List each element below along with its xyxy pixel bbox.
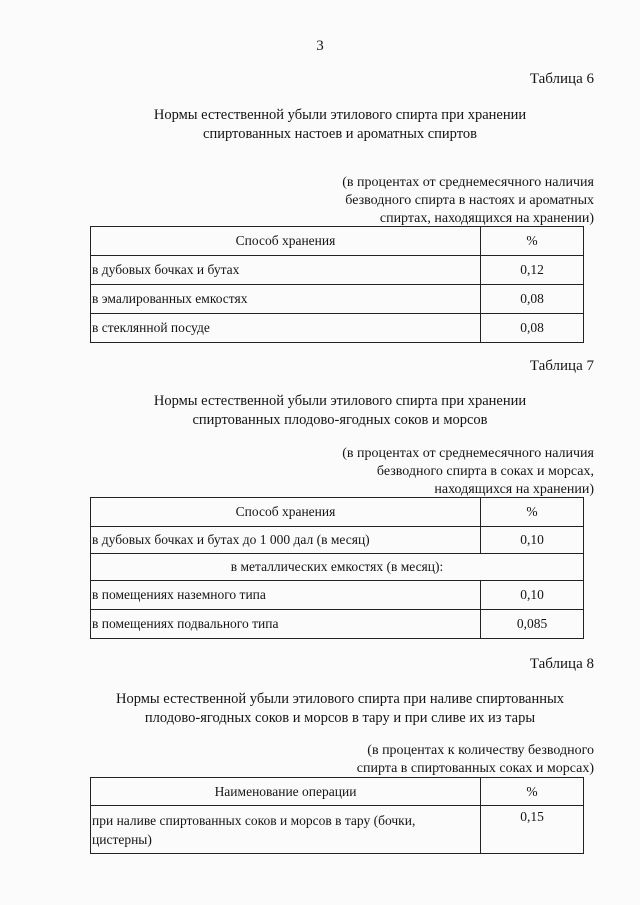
row-value: 0,15 bbox=[481, 806, 584, 854]
table-row bbox=[91, 581, 584, 610]
table-row bbox=[91, 527, 584, 554]
row-name: в помещениях подвального типа bbox=[91, 610, 481, 639]
table7 bbox=[90, 497, 584, 639]
table6 bbox=[90, 226, 584, 343]
table-header-row bbox=[91, 778, 584, 806]
row-value: 0,085 bbox=[481, 610, 584, 639]
row-value: 0,08 bbox=[481, 314, 584, 343]
row-name: в помещениях наземного типа bbox=[91, 581, 481, 610]
row-name bbox=[91, 806, 481, 854]
table-row bbox=[91, 285, 584, 314]
table6-title-line2: спиртованных настоев и ароматных спиртов bbox=[203, 126, 477, 142]
table-subheader-row bbox=[91, 554, 584, 581]
table6-label: Таблица 6 bbox=[529, 71, 594, 87]
table8-title bbox=[60, 690, 620, 728]
table7-note bbox=[342, 445, 594, 499]
row-name: в дубовых бочках и бутах до 1 000 дал (в месяц) bbox=[91, 527, 481, 554]
table6-title bbox=[60, 106, 620, 144]
row-value: 0,10 bbox=[481, 527, 584, 554]
table7-title-line1: Нормы естественной убыли этилового спирта при хранении bbox=[153, 393, 527, 409]
column-header-percent: % bbox=[481, 778, 584, 806]
table6-note-line3: спиртах, находящихся на хранении) bbox=[379, 211, 594, 226]
table-header-row bbox=[91, 227, 584, 256]
table6-note-line2: безводного спирта в настоях и ароматных bbox=[345, 193, 594, 208]
table6-title-line1: Нормы естественной убыли этилового спирта при хранении bbox=[153, 107, 527, 123]
table-row bbox=[91, 610, 584, 639]
column-header-method: Способ хранения bbox=[91, 498, 481, 527]
table6-note-line1: (в процентах от среднемесячного наличия bbox=[342, 175, 594, 190]
table8-label: Таблица 8 bbox=[529, 656, 594, 672]
table7-label: Таблица 7 bbox=[529, 358, 594, 374]
page-number: 3 bbox=[316, 38, 324, 54]
row-name-line2: цистерны) bbox=[92, 831, 152, 847]
table8-title-line1: Нормы естественной убыли этилового спирта при наливе спиртованных bbox=[116, 691, 564, 707]
table6-note bbox=[342, 174, 594, 228]
table-row bbox=[91, 256, 584, 285]
table7-note-line3: находящихся на хранении) bbox=[434, 482, 594, 497]
row-name: в дубовых бочках и бутах bbox=[91, 256, 481, 285]
table7-note-line2: безводного спирта в соках и морсах, bbox=[376, 464, 594, 479]
table8-note-line2: спирта в спиртованных соках и морсах) bbox=[356, 761, 594, 776]
column-header-percent: % bbox=[481, 498, 584, 527]
table8 bbox=[90, 777, 584, 854]
table7-note-line1: (в процентах от среднемесячного наличия bbox=[342, 446, 594, 461]
table8-note-line1: (в процентах к количеству безводного bbox=[367, 743, 594, 758]
column-header-operation: Наименование операции bbox=[91, 778, 481, 806]
row-name: в эмалированных емкостях bbox=[91, 285, 481, 314]
row-value: 0,08 bbox=[481, 285, 584, 314]
row-subheader: в металлических емкостях (в месяц): bbox=[91, 554, 584, 581]
column-header-percent: % bbox=[481, 227, 584, 256]
row-name: в стеклянной посуде bbox=[91, 314, 481, 343]
table-row bbox=[91, 806, 584, 854]
row-name-line1: при наливе спиртованных соков и морсов в тару (бочки, bbox=[92, 812, 416, 828]
table7-title-line2: спиртованных плодово-ягодных соков и морсов bbox=[192, 412, 488, 428]
table7-title bbox=[60, 392, 620, 430]
table-row bbox=[91, 314, 584, 343]
table8-note bbox=[357, 742, 594, 778]
row-value: 0,12 bbox=[481, 256, 584, 285]
row-value: 0,10 bbox=[481, 581, 584, 610]
column-header-method: Способ хранения bbox=[91, 227, 481, 256]
table8-title-line2: плодово-ягодных соков и морсов в тару и при сливе их из тары bbox=[144, 710, 536, 726]
table-header-row bbox=[91, 498, 584, 527]
